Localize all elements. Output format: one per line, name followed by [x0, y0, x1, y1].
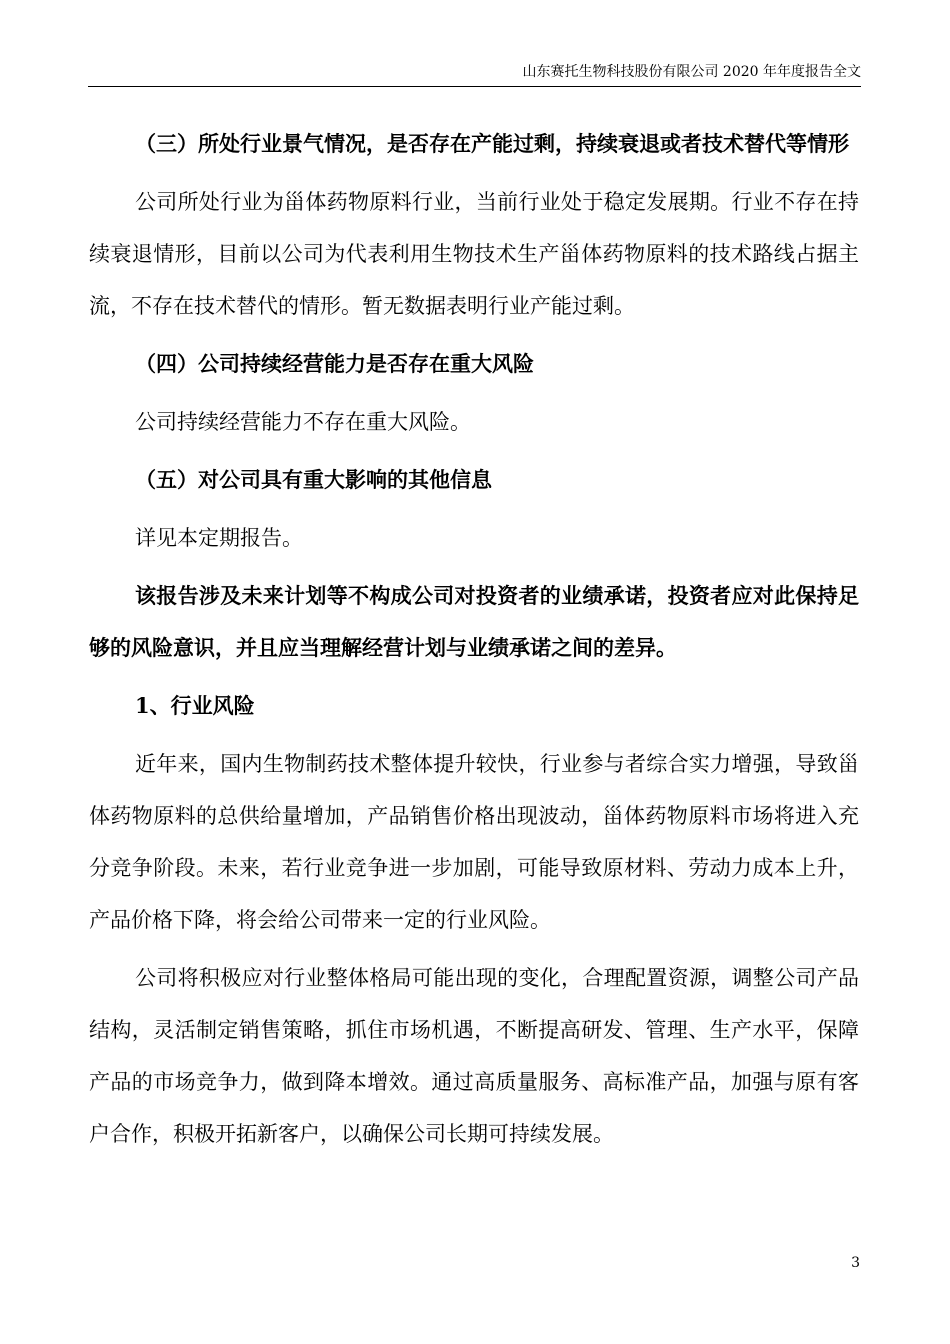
paragraph-industry-risk: 近年来，国内生物制药技术整体提升较快，行业参与者综合实力增强，导致甾体药物原料的总供给量增加，产品销售价格出现波动，甾体药物原料市场将进入充分竞争阶段。未来，若行业竞争进一步加剧，可能导致原材料、劳动力成本上升，产品价格下降，将会给公司带来一定的行业风险。: [89, 752, 859, 932]
page-header-title: 山东赛托生物科技股份有限公司 2020 年年度报告全文: [522, 64, 861, 80]
risk-disclaimer: 该报告涉及未来计划等不构成公司对投资者的业绩承诺，投资者应对此保持足够的风险意识，并且应当理解经营计划与业绩承诺之间的差异。: [89, 583, 859, 660]
section-heading-industry-outlook: （三）所处行业景气情况，是否存在产能过剩，持续衰退或者技术替代等情形: [135, 131, 849, 156]
paragraph-industry-outlook: 公司所处行业为甾体药物原料行业，当前行业处于稳定发展期。行业不存在持续衰退情形，目前以公司为代表利用生物技术生产甾体药物原料的技术路线占据主流，不存在技术替代的情形。暂无数据表明行业产能过剩。: [89, 190, 859, 318]
paragraph-risk-response: 公司将积极应对行业整体格局可能出现的变化，合理配置资源，调整公司产品结构，灵活制定销售策略，抓住市场机遇，不断提高研发、管理、生产水平，保障产品的市场竞争力，做到降本增效。通过高质量服务、高标准产品，加强与原有客户合作，积极开拓新客户，以确保公司长期可持续发展。: [89, 966, 859, 1146]
page-body: [89, 118, 859, 1160]
header-divider: [88, 86, 861, 87]
section-heading-other-info: （五）对公司具有重大影响的其他信息: [135, 467, 492, 492]
page-number: 3: [851, 1255, 860, 1271]
paragraph-going-concern: 公司持续经营能力不存在重大风险。: [135, 410, 471, 434]
section-heading-industry-risk: 1、行业风险: [135, 693, 255, 718]
section-heading-going-concern: （四）公司持续经营能力是否存在重大风险: [135, 351, 534, 376]
paragraph-other-info: 详见本定期报告。: [135, 526, 303, 550]
